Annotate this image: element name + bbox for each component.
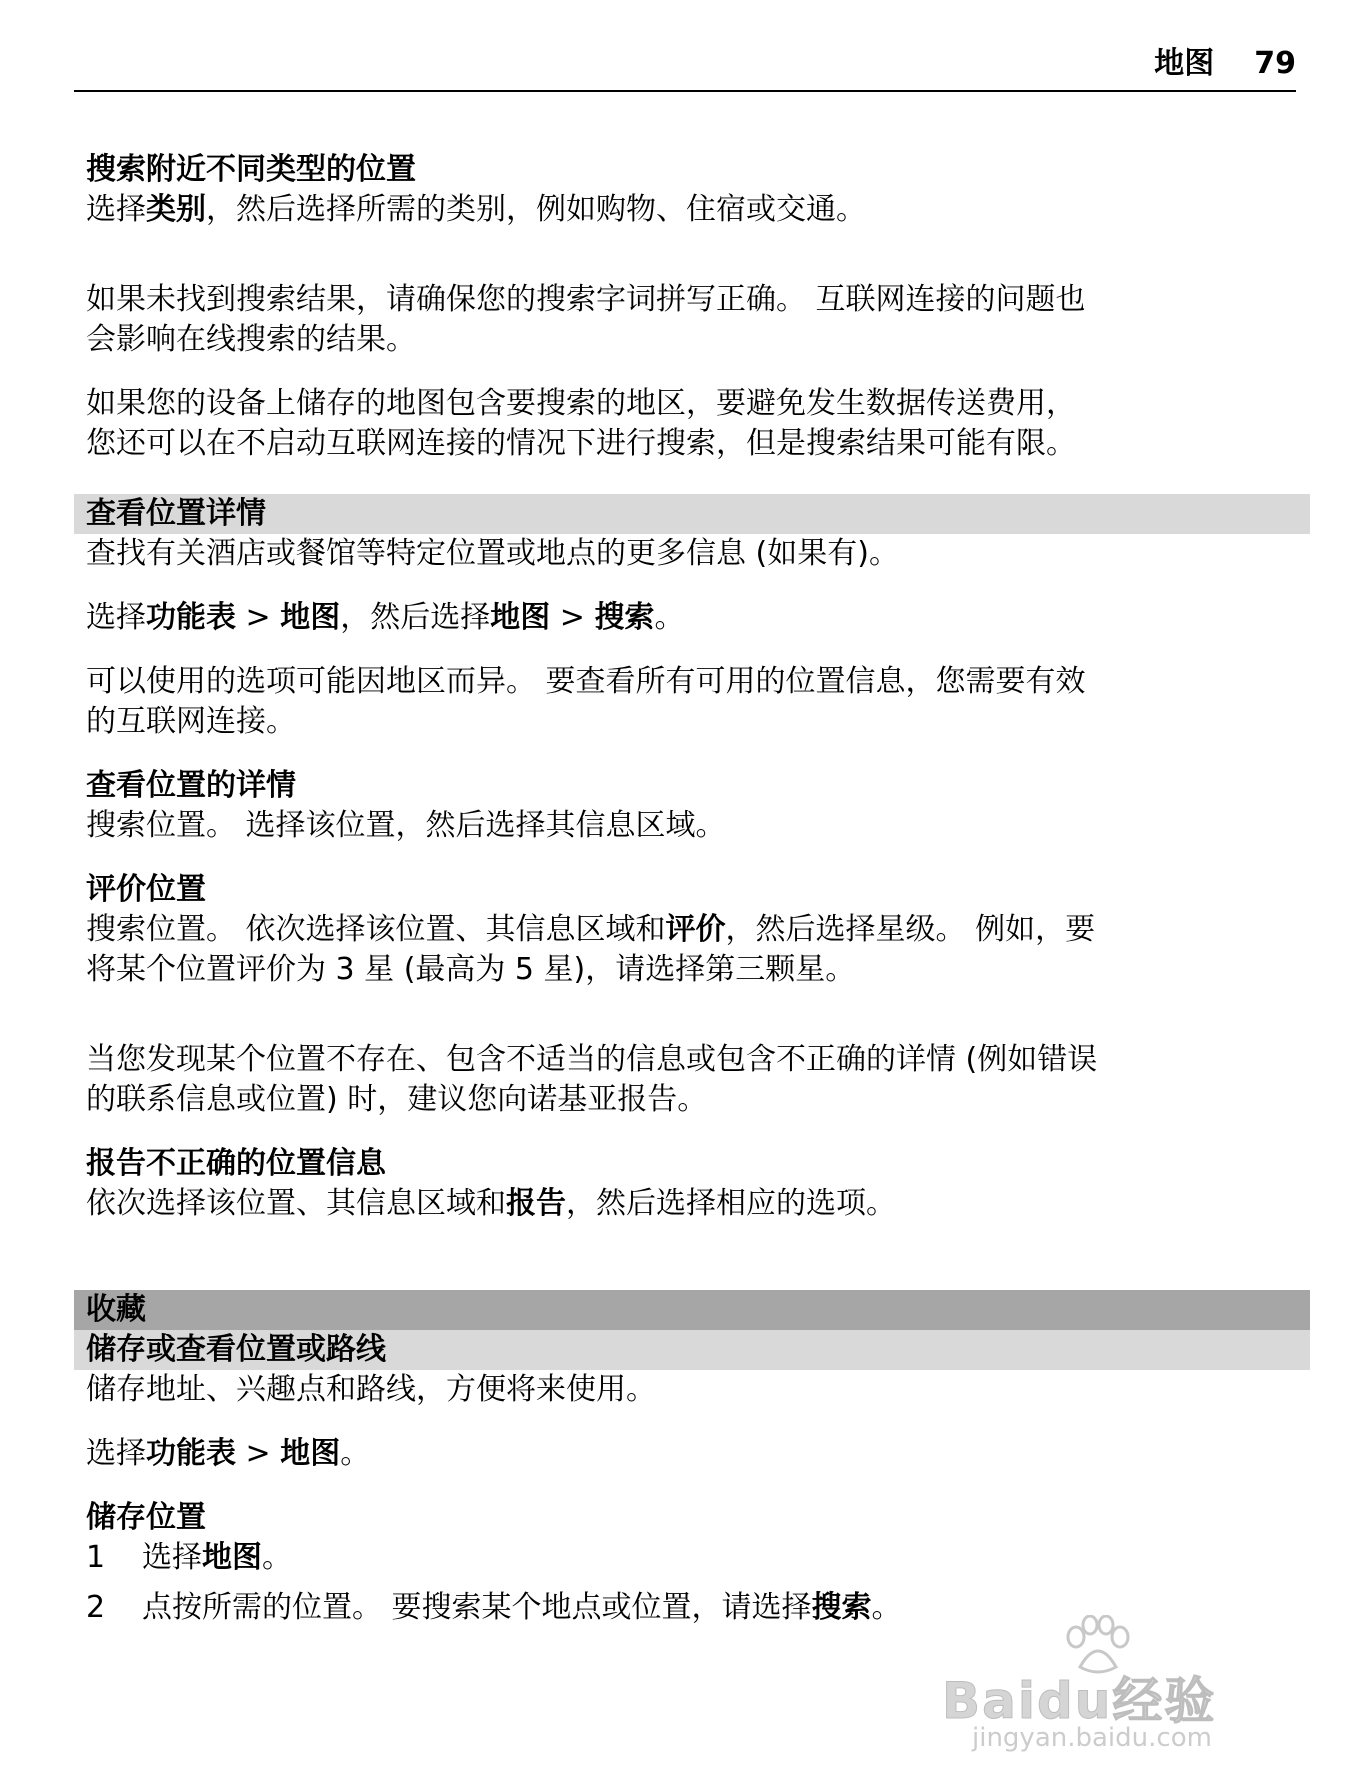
report-incorrect-heading: 报告不正确的位置信息: [86, 1146, 386, 1181]
text: 选择: [86, 1436, 146, 1471]
text: ，然后选择: [340, 600, 491, 635]
menu-option-functions: 功能表: [146, 1436, 236, 1471]
page-content: [86, 150, 1298, 1628]
running-header: [74, 46, 1296, 92]
text: 选择: [142, 1540, 202, 1575]
favorites-section-title: 收藏: [74, 1290, 1310, 1330]
text: 依次选择该位置、其信息区域和: [86, 1186, 506, 1221]
text: 点按所需的位置。 要搜索某个地点或位置，请选择: [142, 1590, 812, 1625]
favorites-intro: 储存地址、兴趣点和路线，方便将来使用。: [86, 1372, 656, 1407]
step-text: [142, 1588, 902, 1628]
text: ，然后选择所需的类别，例如购物、住宿或交通。: [206, 192, 866, 227]
step-number: 2: [86, 1590, 106, 1625]
no-results-line-2: 会影响在线搜索的结果。: [86, 322, 416, 357]
offline-line-2: 您还可以在不启动互联网连接的情况下进行搜索，但是搜索结果可能有限。: [86, 426, 1076, 461]
favorites-path: [86, 1434, 1298, 1474]
menu-option-report: 报告: [506, 1186, 566, 1221]
view-location-details-heading: 查看位置的详情: [86, 768, 296, 803]
report-incorrect-text: [86, 1184, 1298, 1224]
text: 。: [262, 1540, 292, 1575]
menu-option-category: 类别: [146, 192, 206, 227]
step-text: [142, 1538, 292, 1578]
view-details-path: [86, 598, 1298, 638]
text: >: [236, 600, 281, 635]
rate-location-line-1: [86, 910, 1298, 950]
save-location-heading: 储存位置: [86, 1500, 206, 1535]
text: >: [550, 600, 595, 635]
list-item: [86, 1588, 1298, 1628]
view-location-details-text: 搜索位置。 选择该位置，然后选择其信息区域。: [86, 808, 726, 843]
menu-option-search: 搜索: [594, 600, 655, 635]
text: 选择: [86, 192, 146, 227]
view-details-note-line-1: 可以使用的选项可能因地区而异。 要查看所有可用的位置信息，您需要有效: [86, 664, 1086, 699]
text: 。: [340, 1436, 371, 1471]
search-nearby-heading: 搜索附近不同类型的位置: [86, 152, 416, 187]
text: ，然后选择星级。 例如，要: [725, 912, 1096, 947]
rate-location-line-2: 将某个位置评价为 3 星 (最高为 5 星)，请选择第三颗星。: [86, 952, 856, 987]
menu-option-maps: 地图: [490, 600, 551, 635]
chapter-title: 地图: [1154, 46, 1215, 81]
text: ，然后选择相应的选项。: [566, 1186, 896, 1221]
rate-location-heading: 评价位置: [86, 872, 206, 907]
offline-line-1: 如果您的设备上储存的地图包含要搜索的地区，要避免发生数据传送费用，: [86, 386, 1076, 421]
menu-option-rate: 评价: [665, 912, 726, 947]
search-nearby-instruction: [86, 190, 1298, 230]
menu-option-maps: 地图: [280, 1436, 341, 1471]
menu-option-maps: 地图: [202, 1540, 262, 1575]
report-note-line-2: 的联系信息或位置) 时，建议您向诺基亚报告。: [86, 1082, 708, 1117]
watermark-brand: Baidu经验: [942, 1672, 1217, 1730]
view-details-section-title: 查看位置详情: [74, 494, 1310, 534]
list-item: [86, 1538, 1298, 1578]
text: 选择: [86, 600, 146, 635]
text: 。: [654, 600, 685, 635]
favorites-subtitle: 储存或查看位置或路线: [74, 1330, 1310, 1370]
text: 。: [871, 1590, 902, 1625]
menu-option-search: 搜索: [811, 1590, 872, 1625]
view-details-intro: 查找有关酒店或餐馆等特定位置或地点的更多信息 (如果有)。: [86, 536, 899, 571]
no-results-line-1: 如果未找到搜索结果，请确保您的搜索字词拼写正确。 互联网连接的问题也: [86, 282, 1086, 317]
view-details-note-line-2: 的互联网连接。: [86, 704, 296, 739]
menu-option-functions: 功能表: [146, 600, 236, 635]
page-number: 79: [1254, 46, 1296, 81]
report-note-line-1: 当您发现某个位置不存在、包含不适当的信息或包含不正确的详情 (例如错误: [86, 1042, 1098, 1077]
step-number: 1: [86, 1540, 106, 1575]
text: 搜索位置。 依次选择该位置、其信息区域和: [86, 912, 666, 947]
watermark-url: jingyan.baidu.com: [972, 1723, 1212, 1753]
text: >: [236, 1436, 281, 1471]
baidu-watermark: [942, 1615, 1272, 1765]
menu-option-maps: 地图: [280, 600, 341, 635]
